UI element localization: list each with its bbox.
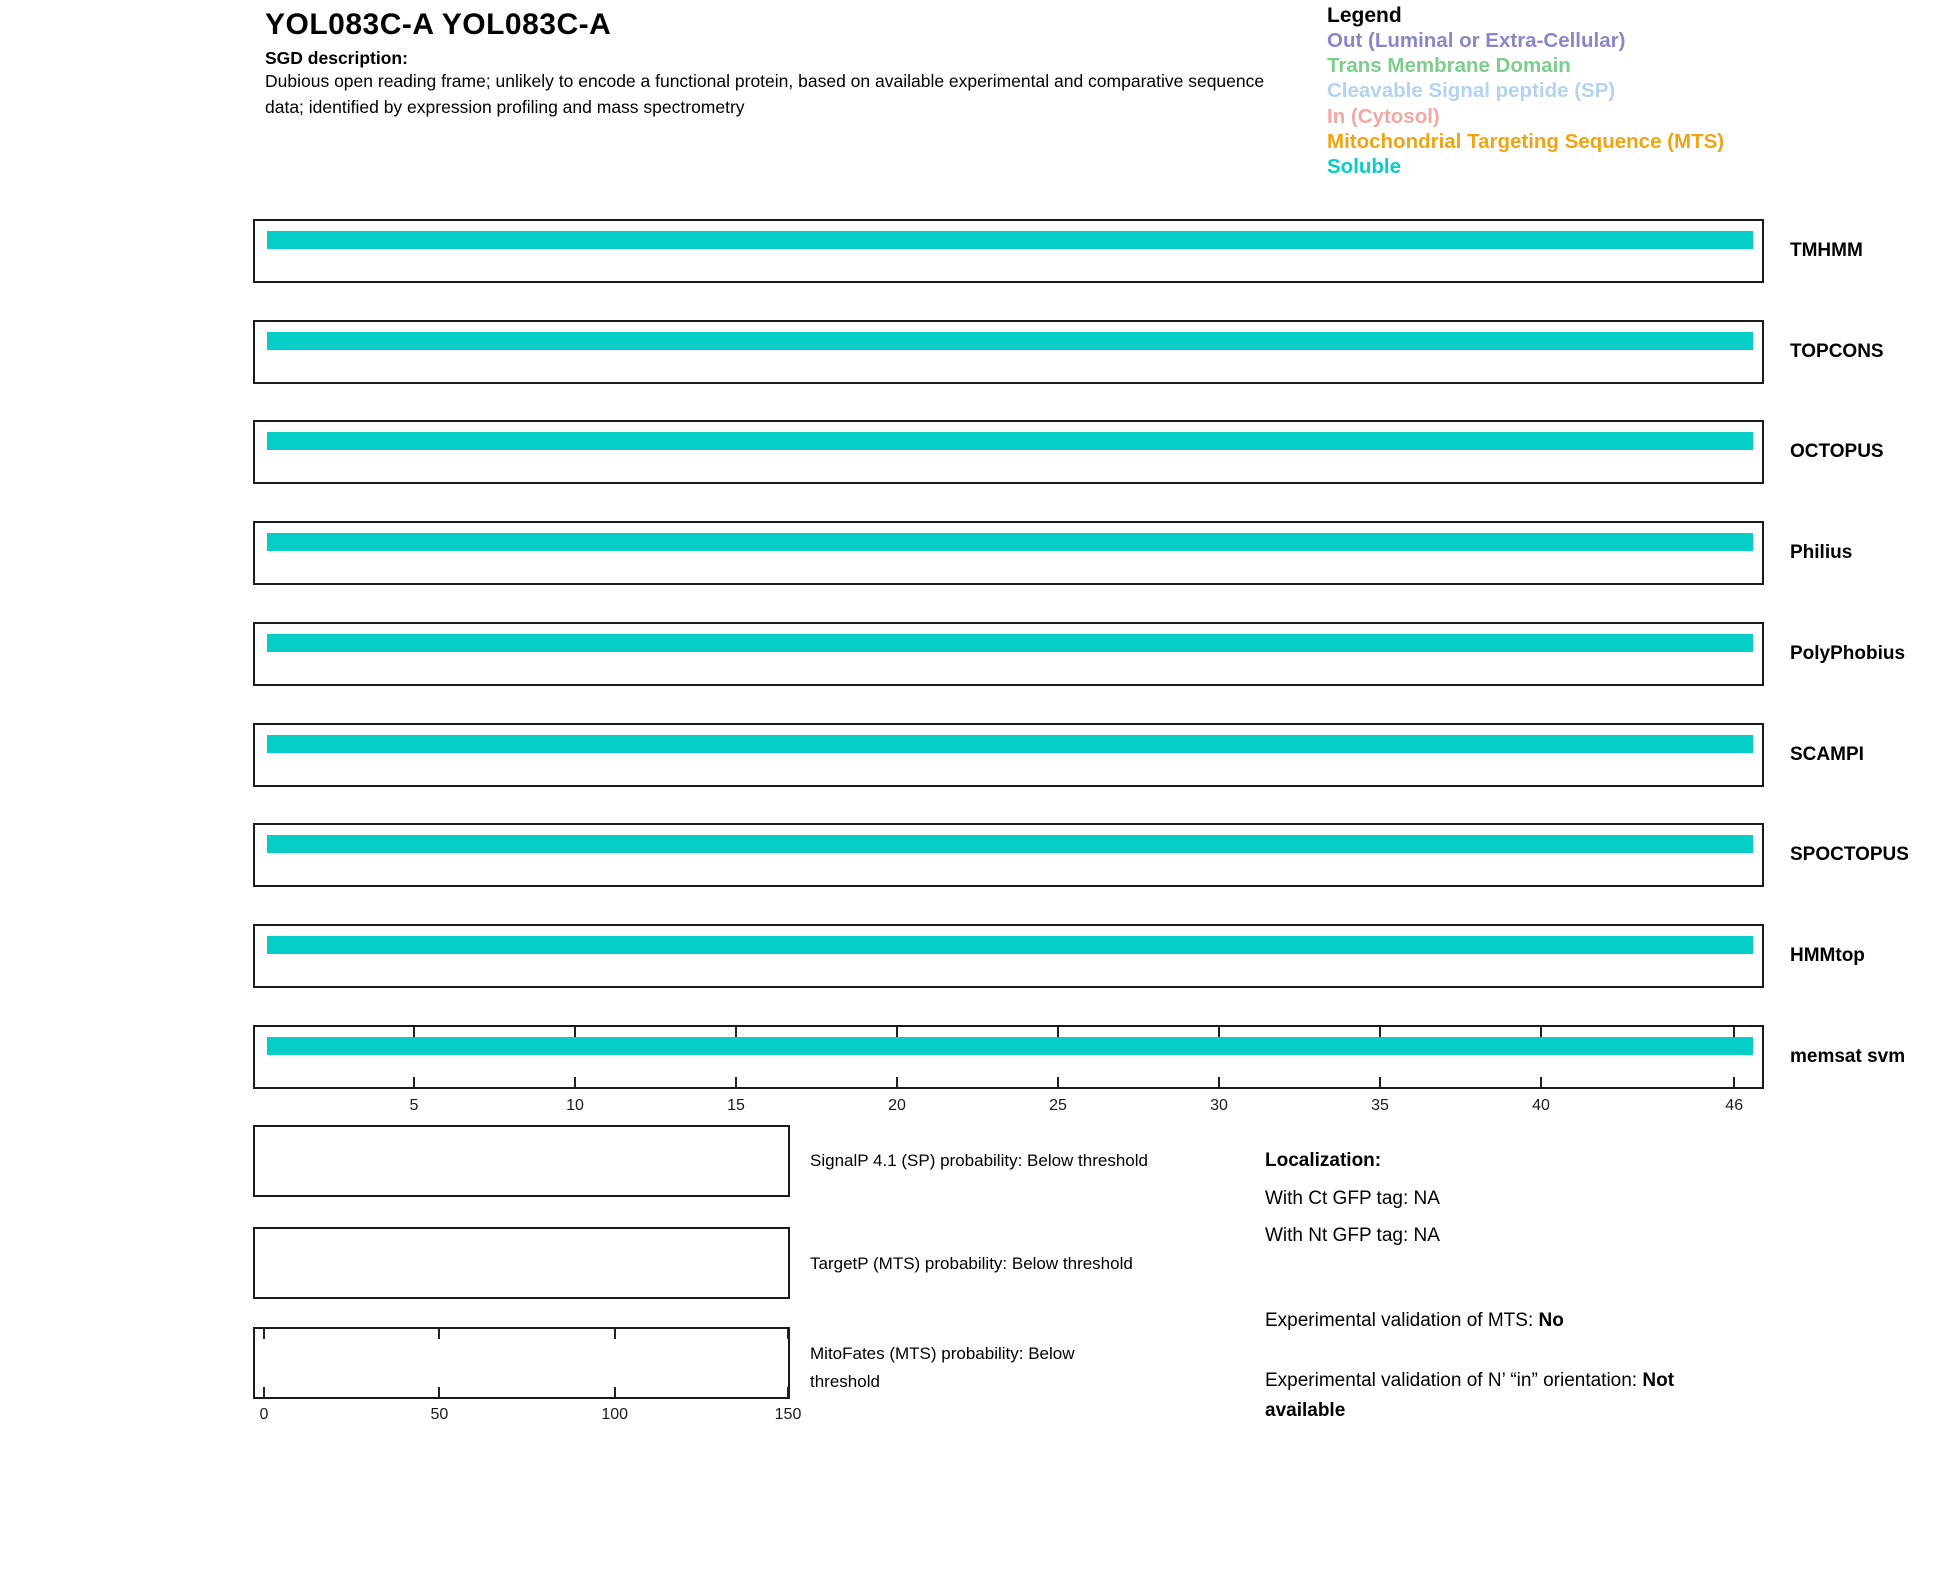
legend-item-4: In (Cytosol) (1327, 104, 1440, 128)
x-axis-tick-label: 5 (409, 1097, 419, 1114)
legend-title: Legend (1327, 4, 1402, 27)
x-axis-tick-label: 20 (888, 1097, 906, 1114)
page-title: YOL083C-A YOL083C-A (265, 8, 612, 41)
legend-item-2: Trans Membrane Domain (1327, 54, 1571, 78)
track-box-hmmtop (253, 924, 1764, 988)
track-label-tmhmm: TMHMM (1790, 240, 1863, 261)
track-label-memsat-svm: memsat svm (1790, 1046, 1906, 1067)
track-label-octopus: OCTOPUS (1790, 441, 1884, 462)
x-axis-tick-top (1057, 1027, 1059, 1037)
track-label-topcons: TOPCONS (1790, 341, 1884, 362)
track-box-philius (253, 521, 1764, 585)
panel-axis-tick-bottom (614, 1387, 616, 1397)
track-box-spoctopus (253, 823, 1764, 887)
soluble-span-bar (267, 332, 1753, 350)
legend-item-5: Mitochondrial Targeting Sequence (MTS) (1327, 129, 1725, 153)
panel-axis-tick-top (263, 1329, 265, 1339)
track-box-octopus (253, 420, 1764, 484)
track-box-polyphobius (253, 622, 1764, 686)
x-axis-tick-bottom (735, 1077, 737, 1087)
mts-validation-value: No (1538, 1310, 1564, 1331)
panel-axis-tick-label: 100 (601, 1406, 629, 1423)
signalp-caption: SignalP 4.1 (SP) probability: Below threshold (810, 1151, 1148, 1170)
x-axis-tick-bottom (1379, 1077, 1381, 1087)
x-axis-tick-bottom (413, 1077, 415, 1087)
x-axis-tick-top (413, 1027, 415, 1037)
soluble-span-bar (267, 735, 1753, 753)
soluble-span-bar (267, 1037, 1753, 1055)
targetp-caption: TargetP (MTS) probability: Below threshold (810, 1254, 1133, 1273)
track-box-tmhmm (253, 219, 1764, 283)
mts-validation-line (1265, 1310, 1564, 1332)
panel-axis-tick-bottom (263, 1387, 265, 1397)
orientation-validation-label: Experimental validation of N’ “in” orientation: (1265, 1370, 1643, 1391)
x-axis-tick-label: 15 (727, 1097, 745, 1114)
probability-panel-3 (253, 1327, 790, 1399)
legend-item-1: Out (Luminal or Extra-Cellular) (1327, 29, 1626, 52)
track-label-scampi: SCAMPI (1790, 744, 1864, 765)
track-label-spoctopus: SPOCTOPUS (1790, 844, 1909, 865)
panel-axis-tick-label: 50 (430, 1406, 449, 1423)
soluble-span-bar (267, 432, 1753, 450)
x-axis-tick-top (896, 1027, 898, 1037)
legend-item-6: Soluble (1327, 155, 1402, 179)
x-axis-tick-label: 30 (1210, 1097, 1228, 1114)
x-axis-tick-bottom (1540, 1077, 1542, 1087)
panel-axis-tick-label: 150 (774, 1406, 802, 1423)
x-axis-tick-bottom (896, 1077, 898, 1087)
soluble-span-bar (267, 231, 1753, 249)
soluble-span-bar (267, 533, 1753, 551)
localization-ct-gfp: With Ct GFP tag: NA (1265, 1188, 1440, 1209)
sgd-description-text: Dubious open reading frame; unlikely to encode a functional protein, based on available experimental and comparative sequence data; identified by expression profiling and mass spectrometry (265, 71, 1265, 117)
panel-axis-tick-top (614, 1329, 616, 1339)
x-axis-tick-label: 25 (1049, 1097, 1067, 1114)
panel-axis-tick-bottom (787, 1387, 789, 1397)
x-axis-tick-bottom (574, 1077, 576, 1087)
track-box-memsat-svm (253, 1025, 1764, 1089)
probability-panel-1 (253, 1125, 790, 1197)
x-axis-tick-label: 40 (1532, 1097, 1550, 1114)
soluble-span-bar (267, 634, 1753, 652)
legend-item-3: Cleavable Signal peptide (SP) (1327, 79, 1616, 103)
track-label-polyphobius: PolyPhobius (1790, 643, 1906, 664)
track-label-hmmtop: HMMtop (1790, 945, 1865, 966)
x-axis-tick-top (1218, 1027, 1220, 1037)
panel-axis-tick-top (438, 1329, 440, 1339)
orientation-validation-line (1265, 1366, 1745, 1426)
x-axis-tick-bottom (1057, 1077, 1059, 1087)
probability-panel-2 (253, 1227, 790, 1299)
sgd-description-label: SGD description: (265, 48, 408, 68)
localization-nt-gfp: With Nt GFP tag: NA (1265, 1225, 1440, 1246)
panel-axis-tick-label: 0 (259, 1406, 269, 1423)
mitofates-caption: MitoFates (MTS) probability: Below threshold (810, 1344, 1075, 1391)
x-axis-tick-label: 46 (1725, 1097, 1744, 1114)
track-label-philius: Philius (1790, 542, 1853, 563)
x-axis-tick-label: 10 (566, 1097, 584, 1114)
legend-items (1327, 28, 1724, 179)
orientation-validation-value: Not available (1265, 1370, 1675, 1421)
x-axis-tick-label: 35 (1371, 1097, 1389, 1114)
x-axis-tick-top (574, 1027, 576, 1037)
track-box-scampi (253, 723, 1764, 787)
mts-validation-label: Experimental validation of MTS: (1265, 1310, 1539, 1331)
x-axis-tick-top (735, 1027, 737, 1037)
x-axis-tick-top (1540, 1027, 1542, 1037)
soluble-span-bar (267, 936, 1753, 954)
x-axis-tick-top (1379, 1027, 1381, 1037)
x-axis-tick-bottom (1733, 1077, 1735, 1087)
panel-axis-tick-top (787, 1329, 789, 1339)
x-axis-tick-bottom (1218, 1077, 1220, 1087)
legend (1327, 4, 1724, 179)
x-axis-tick-top (1733, 1027, 1735, 1037)
track-box-topcons (253, 320, 1764, 384)
panel-axis-tick-bottom (438, 1387, 440, 1397)
localization-heading: Localization: (1265, 1150, 1382, 1171)
soluble-span-bar (267, 835, 1753, 853)
